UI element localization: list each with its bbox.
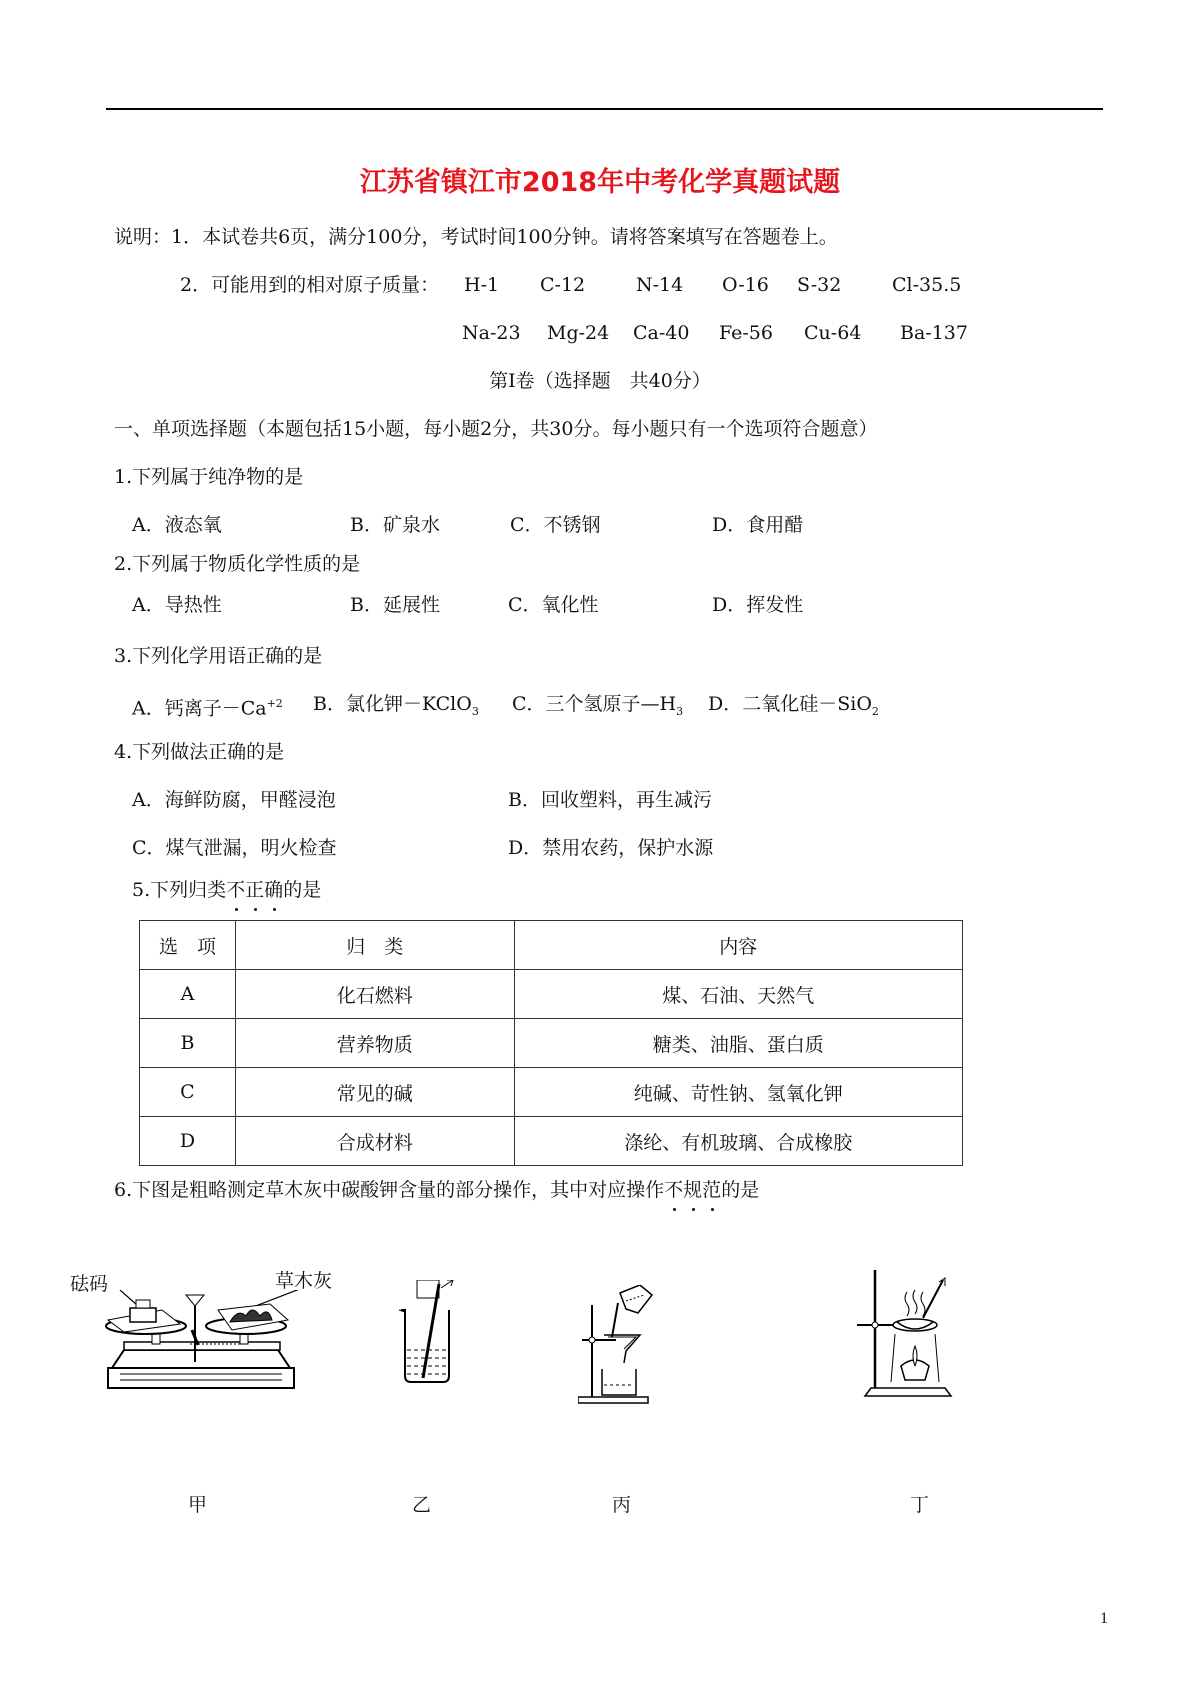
table-row xyxy=(140,970,963,1019)
q3-option-d: D．二氧化硅－SiO$_2$ xyxy=(708,693,879,718)
row-category: 化石燃料 xyxy=(235,970,514,1019)
q3-stem: 3.下列化学用语正确的是 xyxy=(114,645,323,667)
figure-label-ding: 丁 xyxy=(910,1494,930,1516)
mass-mg: Mg-24 xyxy=(547,322,610,344)
q2-option-d: D．挥发性 xyxy=(712,594,804,616)
q2-option-a: A．导热性 xyxy=(132,594,222,616)
q2-option-b: B．延展性 xyxy=(350,594,440,616)
mass-o: O-16 xyxy=(722,274,769,296)
callout-weights: 砝码 xyxy=(70,1273,109,1295)
q1-option-c: C．不锈钢 xyxy=(510,514,601,536)
q4-option-b: B．回收塑料，再生减污 xyxy=(508,789,712,811)
figure-label-jia: 甲 xyxy=(188,1494,208,1516)
header-option: 选 项 xyxy=(140,921,236,970)
row-option: A xyxy=(140,970,236,1019)
evaporation-illustration xyxy=(855,1270,965,1400)
mass-c: C-12 xyxy=(540,274,586,296)
mass-n: N-14 xyxy=(636,274,684,296)
part-heading: 第Ⅰ卷（选择题 共40分） xyxy=(489,370,711,392)
row-option: C xyxy=(140,1068,236,1117)
page-title: 江苏省镇江市2018年中考化学真题试题 xyxy=(359,167,841,198)
row-content: 煤、石油、天然气 xyxy=(514,970,962,1019)
mass-cu: Cu-64 xyxy=(804,322,862,344)
header-content: 内容 xyxy=(514,921,962,970)
beaker-illustration xyxy=(395,1280,465,1390)
row-category: 营养物质 xyxy=(235,1019,514,1068)
q2-stem: 2.下列属于物质化学性质的是 xyxy=(114,553,361,575)
row-content: 糖类、油脂、蛋白质 xyxy=(514,1019,962,1068)
classification-table xyxy=(139,920,963,1166)
q4-option-c: C．煤气泄漏，明火检查 xyxy=(132,837,337,859)
section-heading: 一、单项选择题（本题包括15小题，每小题2分，共30分。每小题只有一个选项符合题意） xyxy=(114,418,878,440)
q1-stem: 1.下列属于纯净物的是 xyxy=(114,466,304,488)
instructions-line-2: 2．可能用到的相对原子质量： xyxy=(180,274,440,296)
header-rule xyxy=(106,108,1103,110)
row-option: D xyxy=(140,1117,236,1166)
balance-illustration xyxy=(100,1290,300,1400)
q4-stem: 4.下列做法正确的是 xyxy=(114,741,285,763)
q1-option-d: D．食用醋 xyxy=(712,514,804,536)
header-category: 归 类 xyxy=(235,921,514,970)
table-row xyxy=(140,1068,963,1117)
q2-option-c: C．氧化性 xyxy=(508,594,599,616)
q5-stem: 5.下列归类不正确的是 xyxy=(132,879,322,901)
q6-stem: 6.下图是粗略测定草木灰中碳酸钾含量的部分操作，其中对应操作不规范的是 xyxy=(114,1179,760,1201)
mass-fe: Fe-56 xyxy=(719,322,773,344)
table-row xyxy=(140,1019,963,1068)
mass-ca: Ca-40 xyxy=(633,322,690,344)
mass-s: S-32 xyxy=(797,274,842,296)
q3-option-a: A．钙离子$-Ca^{+2}$ xyxy=(132,697,283,720)
row-content: 涤纶、有机玻璃、合成橡胶 xyxy=(514,1117,962,1166)
table-header-row xyxy=(140,921,963,970)
mass-cl: Cl-35.5 xyxy=(892,274,962,296)
mass-na: Na-23 xyxy=(462,322,521,344)
q4-option-d: D．禁用农药，保护水源 xyxy=(508,837,714,859)
q1-option-a: A．液态氧 xyxy=(132,514,222,536)
mass-h: H-1 xyxy=(464,274,500,296)
callout-ash: 草木灰 xyxy=(275,1270,333,1292)
instructions-line-1: 说明：1．本试卷共6页，满分100分，考试时间100分钟。请将答案填写在答题卷上。 xyxy=(114,226,838,248)
row-category: 合成材料 xyxy=(235,1117,514,1166)
q4-option-a: A．海鲜防腐，甲醛浸泡 xyxy=(132,789,336,811)
filtration-illustration xyxy=(578,1285,678,1405)
q1-option-b: B．矿泉水 xyxy=(350,514,440,536)
page-number: 1 xyxy=(1100,1610,1108,1627)
figure-label-yi: 乙 xyxy=(412,1494,432,1516)
mass-ba: Ba-137 xyxy=(900,322,968,344)
row-option: B xyxy=(140,1019,236,1068)
row-category: 常见的碱 xyxy=(235,1068,514,1117)
q3-option-b: B．氯化钾－KClO$_3$ xyxy=(313,693,479,718)
row-content: 纯碱、苛性钠、氢氧化钾 xyxy=(514,1068,962,1117)
q3-option-c: C．三个氢原子$—H_3$ xyxy=(512,693,684,718)
table-row xyxy=(140,1117,963,1166)
figure-label-bing: 丙 xyxy=(612,1494,632,1516)
